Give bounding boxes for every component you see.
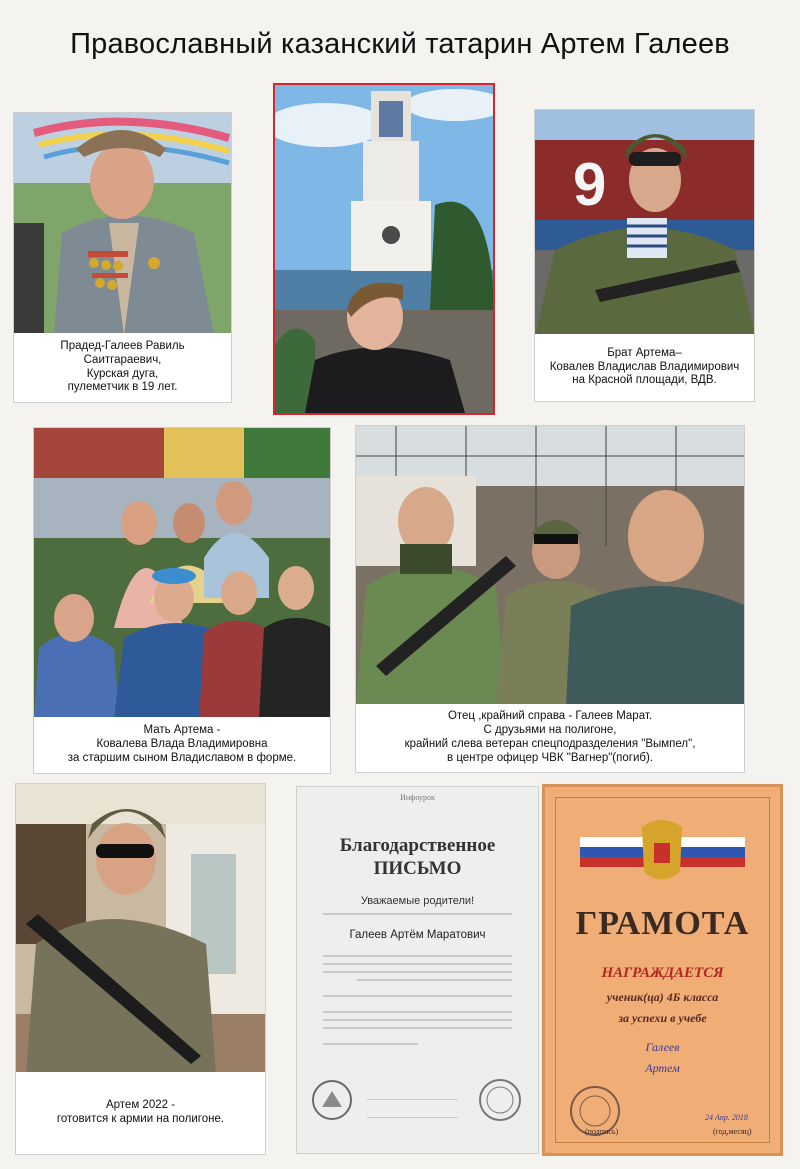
coat-of-arms-icon [580,817,745,887]
text-line [323,913,512,915]
letter-student-name: Галеев Артём Маратович [349,929,486,941]
certificate-line1: ученик(ца) 4Б класса [606,990,719,1004]
caption-father [356,704,744,772]
caption-text: Артем 2022 - готовится к армии на полигоне. [56,1099,225,1125]
photo-card-portrait [273,83,495,415]
caption-text: Мать Артема - Ковалева Влада Владимировна за старшим сыном Владиславом в форме. [67,724,297,764]
caption-family [34,717,330,773]
text-line [357,979,512,981]
father-photo [356,426,744,706]
caption-text: Прадед-Галеев Равиль Саитгараевич, Курская дуга, пулеметчик в 19 лет. [60,339,185,394]
text-line [323,1027,512,1029]
handwritten-name: Артем [645,1061,680,1075]
certificate-gramota [542,784,783,1156]
signature-line [367,1099,458,1100]
photo-card-greatgrandfather [13,112,232,403]
portrait-photo [275,85,493,413]
certificate-title: ГРАМОТА [575,905,750,942]
photo-card-artem [15,783,266,1155]
svg-text:9: 9 [573,151,607,218]
text-line [323,971,512,973]
caption-brother [535,334,754,401]
thank-you-letter [296,786,539,1154]
caption-artem [16,1072,265,1154]
date-value: 24 Апр. 2018 [705,1113,748,1122]
signature-line [367,1117,458,1118]
brother-photo [535,110,754,336]
text-line [323,995,512,997]
caption-greatgrandfather [14,333,231,402]
text-line [323,1019,512,1021]
certificate-line2: за успехи в учебе [618,1011,707,1025]
letter-title-2: ПИСЬМО [373,858,462,879]
caption-text: Отец ,крайний справа - Галеев Марат. С друзьями на полигоне, крайний слева ветеран спецподразделения "Вымпел", в центре офицер ЧВК "Вагнер"(погиб). [404,710,696,764]
school-emblem-icon [311,1079,353,1121]
caption-text: Брат Артема– Ковалев Владислав Владимирович на Красной площади, ВДВ. [549,346,740,387]
letter-header: Инфоурок [400,793,435,802]
text-line [323,963,512,965]
date-label: (год,месяц) [713,1127,752,1136]
photo-card-brother [534,109,755,402]
text-line [323,1011,512,1013]
veteran-photo [14,113,231,335]
certificate-awarded: НАГРАЖДАЕТСЯ [601,965,724,981]
photo-card-father [355,425,745,773]
page-title: Православный казанский татарин Артем Галеев [70,28,730,60]
letter-salutation: Уважаемые родители! [360,895,475,907]
handwritten-surname: Галеев [645,1040,680,1054]
signature-label: (подпись) [585,1127,619,1136]
stamp-icon [477,1077,523,1123]
letter-title-1: Благодарственное [339,835,496,856]
text-line [323,955,512,957]
photo-card-family [33,427,331,774]
family-photo [34,428,330,719]
artem-photo [16,784,265,1074]
text-line [323,1043,418,1045]
